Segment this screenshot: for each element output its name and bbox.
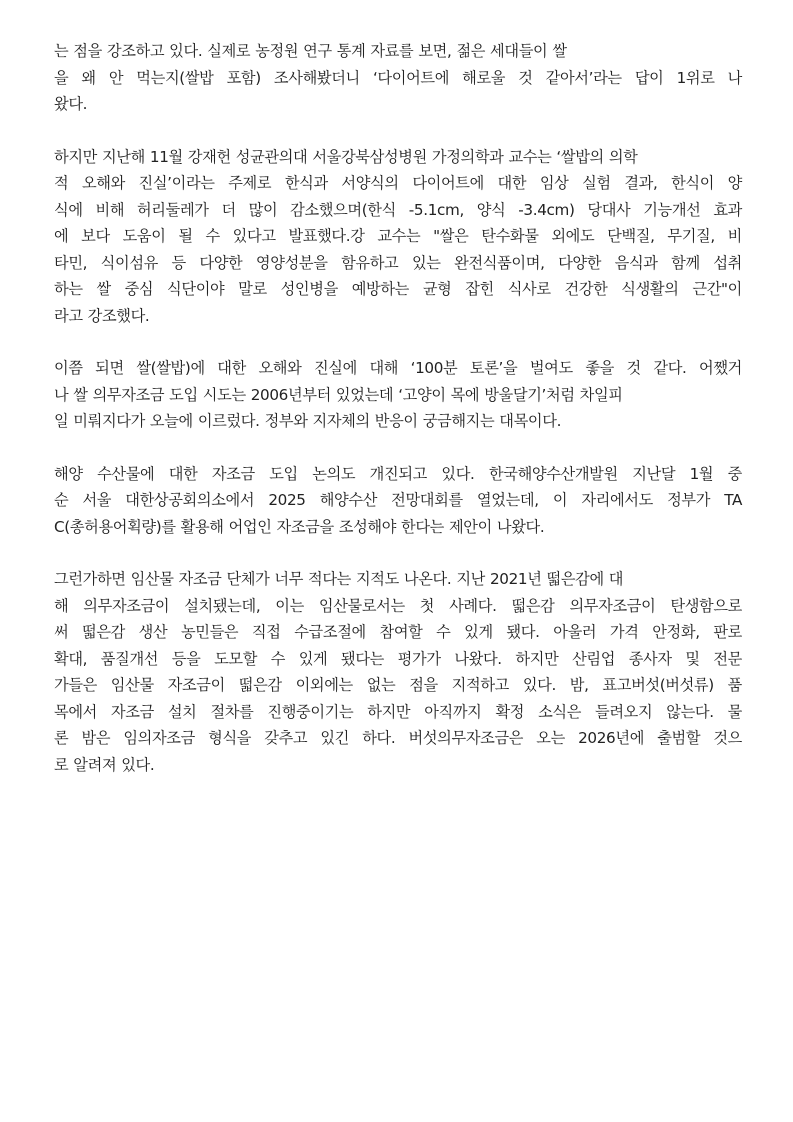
text-line: 확대, 품질개선 등을 도모할 수 있게 됐다는 평가가 나왔다. 하지만 산림업 종사자 및 전문 [54,649,742,668]
paragraph-3 [54,355,742,435]
text-line: 을 왜 안 먹는지(쌀밥 포함) 조사해봤더니 ‘다이어트에 해로울 것 같아서’라는 답이 1위로 나 [54,68,742,87]
text-line: 하는 쌀 중심 식단이야 말로 성인병을 예방하는 균형 잡힌 식사로 건강한 식생활의 근간"이 [54,280,742,298]
paragraph-1 [54,38,742,118]
text-line: 왔다. [54,95,88,113]
text-line: 해 의무자조금이 설치됐는데, 이는 임산물로서는 첫 사례다. 떫은감 의무자조금이 탄생함으로 [54,596,742,615]
text-line: 가들은 임산물 자조금이 떫은감 이외에는 없는 점을 지적하고 있다. 밤, 표고버섯(버섯류) 품 [54,676,742,694]
text-line: 그런가하면 임산물 자조금 단체가 너무 적다는 지적도 나온다. 지난 2021년 떫은감에 대 [54,570,624,588]
text-line: 목에서 자조금 설치 절차를 진행중이기는 하지만 아직까지 확정 소식은 들려오지 않는다. 물 [54,702,742,721]
text-line: 순 서울 대한상공회의소에서 2025 해양수산 전망대회를 열었는데, 이 자리에서도 정부가 TA [54,491,742,509]
article-body [54,38,742,804]
text-line: 일 미뤄지다가 오늘에 이르렀다. 정부와 지자체의 반응이 궁금해지는 대목이다. [54,412,562,430]
paragraph-4 [54,461,742,541]
text-line: 에 보다 도움이 될 수 있다고 발표했다.강 교수는 "쌀은 탄수화물 외에도 단백질, 무기질, 비 [54,227,742,245]
text-line: C(총허용어획량)를 활용해 어업인 자조금을 조성해야 한다는 제안이 나왔다. [54,517,545,536]
text-line: 는 점을 강조하고 있다. 실제로 농정원 연구 통계 자료를 보면, 젊은 세대들이 쌀 [54,42,567,60]
text-line: 로 알려져 있다. [54,755,155,774]
text-line: 타민, 식이섬유 등 다양한 영양성분을 함유하고 있는 완전식품이며, 다양한 음식과 함께 섭취 [54,253,742,272]
text-line: 식에 비해 허리둘레가 더 많이 감소했으며(한식 -5.1cm, 양식 -3.4cm) 당대사 기능개선 효과 [54,200,742,219]
text-line: 라고 강조했다. [54,306,150,325]
text-line: 적 오해와 진실’이라는 주제로 한식과 서양식의 다이어트에 대한 임상 실험 결과, 한식이 양 [54,174,742,192]
text-line: 론 밤은 임의자조금 형식을 갖추고 있긴 하다. 버섯의무자조금은 오는 2026년에 출범할 것으 [54,729,742,747]
text-line: 해양 수산물에 대한 자조금 도입 논의도 개진되고 있다. 한국해양수산개발원 지난달 1월 중 [54,464,742,483]
text-line: 써 떫은감 생산 농민들은 직접 수급조절에 참여할 수 있게 됐다. 아울러 가격 안정화, 판로 [54,623,742,641]
text-line: 이쯤 되면 쌀(쌀밥)에 대한 오해와 진실에 대해 ‘100분 토론’을 벌여도 좋을 것 같다. 어쨌거 [54,359,742,377]
paragraph-5 [54,566,742,778]
text-line: 하지만 지난해 11월 강재헌 성균관의대 서울강북삼성병원 가정의학과 교수는 ‘쌀밥의 의학 [54,147,638,166]
text-line: 나 쌀 의무자조금 도입 시도는 2006년부터 있었는데 ‘고양이 목에 방울달기’처럼 차일피 [54,385,623,404]
paragraph-2 [54,144,742,330]
